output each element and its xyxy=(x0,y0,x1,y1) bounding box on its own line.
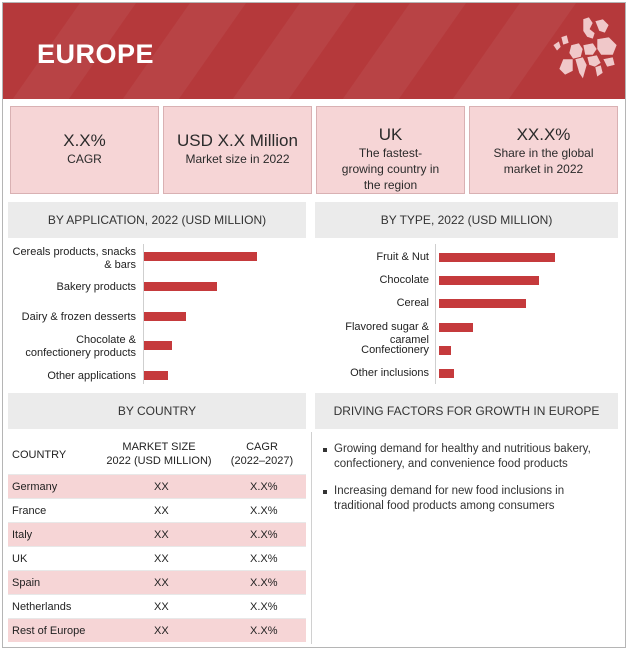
country-cell: France xyxy=(12,505,47,517)
chart-bar xyxy=(144,282,217,291)
stat-label: The fastest-growing country in the region xyxy=(341,146,440,192)
stat-fastest-country xyxy=(316,106,465,194)
chart-category-label: Chocolate & confectionery products xyxy=(25,334,136,359)
market-size-column-header xyxy=(104,440,214,468)
chart-category-label: Dairy & frozen desserts xyxy=(21,311,136,323)
chart-category-label: Fruit & Nut xyxy=(376,251,429,263)
column-divider xyxy=(311,432,312,644)
stat-global-share xyxy=(469,106,618,194)
chart-axis xyxy=(435,244,436,384)
chart-category-label: Other inclusions xyxy=(350,367,429,379)
chart-bar xyxy=(144,371,168,380)
chart-bar xyxy=(439,323,473,332)
country-cell: Spain xyxy=(12,577,41,589)
chart-category-label: Chocolate xyxy=(379,274,429,286)
stat-value: USD X.X Million xyxy=(177,131,298,150)
stat-label: Market size in 2022 xyxy=(185,152,290,166)
drivers-list xyxy=(318,442,608,526)
stat-value: XX.X% xyxy=(516,125,571,144)
stat-market-size xyxy=(163,106,312,194)
table-row xyxy=(8,594,306,618)
table-row xyxy=(8,546,306,570)
size-cell: XX xyxy=(154,601,169,613)
header-line: (2022–2027) xyxy=(230,455,294,467)
cagr-cell: X.X% xyxy=(250,529,278,541)
stat-label: Share in the global market in 2022 xyxy=(493,146,594,176)
chart-bar xyxy=(439,253,555,262)
cagr-cell: X.X% xyxy=(250,625,278,637)
stat-label: CAGR xyxy=(67,152,102,166)
size-cell: XX xyxy=(154,481,169,493)
size-cell: XX xyxy=(154,553,169,565)
size-cell: XX xyxy=(154,577,169,589)
chart-bar xyxy=(144,341,172,350)
country-table xyxy=(8,432,306,642)
size-cell: XX xyxy=(154,505,169,517)
country-cell: Germany xyxy=(12,481,58,493)
chart-bar xyxy=(439,276,539,285)
driver-item: Growing demand for healthy and nutritious bakery, confectionery, and convenience food products xyxy=(318,442,608,472)
country-cell: Rest of Europe xyxy=(12,625,86,637)
country-column-header: COUNTRY xyxy=(12,449,67,461)
chart-bar xyxy=(439,346,451,355)
page-title: EUROPE xyxy=(37,39,155,69)
application-bar-chart xyxy=(8,240,306,388)
chart-bar xyxy=(439,299,526,308)
cagr-cell: X.X% xyxy=(250,481,278,493)
header-banner xyxy=(3,3,625,99)
europe-map-icon xyxy=(543,15,621,91)
type-bar-chart xyxy=(315,240,618,388)
chart-category-label: Other applications xyxy=(47,370,136,382)
chart-category-label: Flavored sugar & caramel xyxy=(345,321,429,346)
cagr-cell: X.X% xyxy=(250,553,278,565)
size-cell: XX xyxy=(154,625,169,637)
stat-cagr xyxy=(10,106,159,194)
chart-category-label: Cereal xyxy=(396,297,429,309)
table-row xyxy=(8,522,306,546)
table-row xyxy=(8,498,306,522)
drivers-section-title: DRIVING FACTORS FOR GROWTH IN EUROPE xyxy=(315,393,618,429)
chart-bar xyxy=(439,369,454,378)
cagr-cell: X.X% xyxy=(250,601,278,613)
type-chart-title: BY TYPE, 2022 (USD MILLION) xyxy=(315,202,618,238)
country-section-title: BY COUNTRY xyxy=(8,393,306,429)
header-line: 2022 (USD MILLION) xyxy=(106,455,212,467)
chart-bar xyxy=(144,252,257,261)
driver-item: Increasing demand for new food inclusions in traditional food products among consumers xyxy=(318,484,608,514)
header-line: MARKET SIZE xyxy=(122,441,196,453)
application-chart-title: BY APPLICATION, 2022 (USD MILLION) xyxy=(8,202,306,238)
chart-category-label: Confectionery xyxy=(361,344,429,356)
chart-category-label: Cereals products, snacks & bars xyxy=(12,246,136,271)
stat-value: UK xyxy=(378,125,403,144)
chart-bar xyxy=(144,312,186,321)
cagr-cell: X.X% xyxy=(250,505,278,517)
size-cell: XX xyxy=(154,529,169,541)
cagr-cell: X.X% xyxy=(250,577,278,589)
cagr-column-header xyxy=(220,440,304,468)
stat-value: X.X% xyxy=(63,131,106,150)
country-cell: Italy xyxy=(12,529,33,541)
table-row xyxy=(8,474,306,498)
table-header xyxy=(8,432,306,474)
country-cell: Netherlands xyxy=(12,601,72,613)
table-row xyxy=(8,570,306,594)
header-line: CAGR xyxy=(246,441,278,453)
chart-category-label: Bakery products xyxy=(56,281,136,293)
country-cell: UK xyxy=(12,553,28,565)
table-row xyxy=(8,618,306,642)
